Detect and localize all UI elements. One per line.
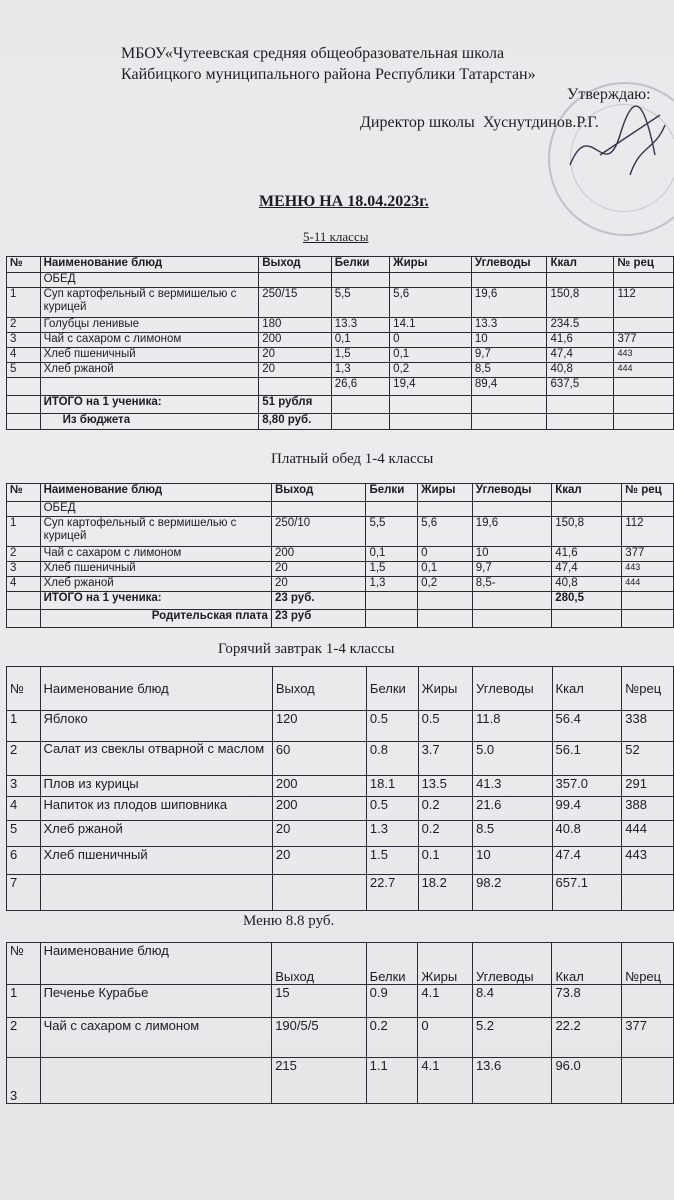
cell: 0.9 [366,985,418,1018]
cell: Салат из свеклы отварной с маслом [40,742,272,776]
cell: 9,7 [472,562,551,577]
table-menu-8-8 [6,942,674,1104]
cell: 0 [418,1018,473,1058]
school-name-line2: Кайбицкого муниципального района Республики Татарстан» [121,66,536,83]
cell: Хлеб ржаной [40,821,272,847]
cell: 41,6 [552,547,622,562]
menu-title: МЕНЮ НА 18.04.2023г. [259,193,429,210]
cell: 3.7 [418,742,473,776]
cell: 40.8 [552,821,622,847]
cell: 388 [622,797,674,821]
table-row [7,1018,674,1058]
table-5-11-lunch [6,256,674,430]
cell: Хлеб пшеничный [40,847,272,875]
cell: 96.0 [552,1058,622,1104]
approve-label: Утверждаю: [567,86,651,103]
header-cell: Углеводы [473,667,552,711]
cell [622,1058,674,1104]
cell: Чай с сахаром с лимоном [40,1018,272,1058]
header-cell: № [7,943,41,985]
cell: 444 [622,821,674,847]
cell: 8.4 [472,985,551,1018]
parent-pay-row [7,610,674,628]
cell: Хлеб ржаной [40,577,271,592]
cell: 0.8 [366,742,418,776]
cell: 250/15 [259,288,332,318]
totals-row [7,1058,674,1104]
header-cell: Жиры [390,257,472,273]
table-row [7,847,674,875]
cell: Печенье Курабье [40,985,272,1018]
cell: 657.1 [552,875,622,911]
cell: 1,3 [331,363,389,378]
section-label: ОБЕД [40,273,259,288]
cell: 4 [7,797,41,821]
cell: 2 [7,742,41,776]
cell: 13.3 [331,318,389,333]
cell: 5,5 [366,517,418,547]
cell: 1.1 [366,1058,418,1104]
cell: 20 [272,821,366,847]
cell: 1.5 [366,847,418,875]
director-signature [560,95,670,205]
cell: 1 [7,711,41,742]
header-cell: Выход [259,257,332,273]
cell: 444 [614,363,674,378]
itogo-label: ИТОГО на 1 ученика: [40,396,259,414]
table-row [7,363,674,378]
table1-caption: 5-11 классы [303,229,369,244]
cell: 73.8 [552,985,622,1018]
cell: 357.0 [552,776,622,797]
table-row [7,318,674,333]
cell: 234.5 [547,318,614,333]
cell: 2 [7,318,41,333]
cell: 3 [7,776,41,797]
cell: 0.2 [418,821,473,847]
header-cell: Белки [331,257,389,273]
cell: 41,6 [547,333,614,348]
header-cell: Наименование блюд [40,484,271,502]
total-cell: 637,5 [547,378,614,396]
table-row [7,517,674,547]
school-name-line1: МБОУ«Чутеевская средняя общеобразовательная школа [121,45,505,62]
cell: 0,1 [366,547,418,562]
total-cell: 89,4 [471,378,547,396]
cell: 1 [7,985,41,1018]
totals-row [7,378,674,396]
cell: 150,8 [552,517,622,547]
header-cell: № рец [622,484,674,502]
header-cell: №рец [622,667,674,711]
total-cell: 19,4 [390,378,472,396]
total-cell: 26,6 [331,378,389,396]
cell: Чай с сахаром с лимоном [40,333,259,348]
cell: 4 [7,577,41,592]
cell: 215 [272,1058,366,1104]
director-label: Директор школы [360,114,475,131]
table-row [7,776,674,797]
itogo-kcal: 280,5 [552,592,622,610]
cell: 11.8 [473,711,552,742]
header-cell: № [7,257,41,273]
cell: 377 [622,1018,674,1058]
cell: 443 [622,847,674,875]
cell: 180 [259,318,332,333]
cell: 0.5 [366,711,418,742]
cell: 443 [622,562,674,577]
header-cell: Белки [366,484,418,502]
cell [622,875,674,911]
cell: 1,3 [366,577,418,592]
cell: 2 [7,547,41,562]
cell: 8,5 [471,363,547,378]
cell: 0 [390,333,472,348]
cell: 8,5- [472,577,551,592]
cell: Суп картофельный с вермишелью с курицей [40,517,271,547]
header-cell: Ккал [547,257,614,273]
budget-label: Из бюджета [40,414,259,430]
header-cell: Жиры [418,943,473,985]
header-cell: Выход [272,943,366,985]
cell: 0,1 [418,562,473,577]
cell: 40,8 [547,363,614,378]
table-header-row [7,257,674,273]
cell: 6 [7,847,41,875]
section-label: ОБЕД [40,502,271,517]
cell: 444 [622,577,674,592]
cell: Яблоко [40,711,272,742]
cell: 338 [622,711,674,742]
cell: 291 [622,776,674,797]
cell: Хлеб пшеничный [40,348,259,363]
cell: 13.3 [471,318,547,333]
cell: 200 [271,547,366,562]
cell: 1 [7,517,41,547]
table4-caption: Меню 8.8 руб. [243,913,335,929]
table-row [7,288,674,318]
cell: 15 [272,985,366,1018]
cell: 4.1 [418,1058,473,1104]
cell: Хлеб пшеничный [40,562,271,577]
itogo-row [7,592,674,610]
budget-value: 8,80 руб. [259,414,332,430]
itogo-label: ИТОГО на 1 ученика: [40,592,271,610]
cell: 0.2 [418,797,473,821]
cell: 377 [614,333,674,348]
header-cell: Выход [272,667,366,711]
itogo-value: 23 руб. [271,592,366,610]
cell [622,985,674,1018]
cell: 20 [271,577,366,592]
cell: Суп картофельный с вермишелью с курицей [40,288,259,318]
cell: 443 [614,348,674,363]
parent-pay-value: 23 руб [271,610,366,628]
itogo-row [7,396,674,414]
header-cell: Углеводы [472,484,551,502]
cell: 377 [622,547,674,562]
cell: 0,2 [418,577,473,592]
cell: 21.6 [473,797,552,821]
header-cell: №рец [622,943,674,985]
cell: 20 [272,847,366,875]
cell: 0.1 [418,847,473,875]
cell: 2 [7,1018,41,1058]
table-row [7,711,674,742]
cell: 20 [271,562,366,577]
table-header-row [7,484,674,502]
cell: Напиток из плодов шиповника [40,797,272,821]
cell: 5.0 [473,742,552,776]
table-row [7,821,674,847]
cell: Чай с сахаром с лимоном [40,547,271,562]
cell: Хлеб ржаной [40,363,259,378]
cell: 200 [272,776,366,797]
parent-pay-label: Родительская плата [40,610,271,628]
cell: 5,6 [418,517,473,547]
cell: 5.2 [472,1018,551,1058]
cell: 250/10 [271,517,366,547]
cell: 112 [614,288,674,318]
header-cell: Ккал [552,667,622,711]
cell: 52 [622,742,674,776]
cell: 14.1 [390,318,472,333]
section-row [7,273,674,288]
cell [40,875,272,911]
cell: 60 [272,742,366,776]
cell: 3 [7,333,41,348]
cell: 4 [7,348,41,363]
cell: 10 [472,547,551,562]
cell: 20 [259,348,332,363]
section-row [7,502,674,517]
cell: 0.5 [418,711,473,742]
cell: 10 [473,847,552,875]
cell: 19,6 [472,517,551,547]
table-header-row [7,667,674,711]
table-row [7,742,674,776]
header-cell: Выход [271,484,366,502]
cell: 98.2 [473,875,552,911]
cell: 5,6 [390,288,472,318]
table-row [7,562,674,577]
table-row [7,577,674,592]
director-name: Хуснутдинов.Р.Г. [483,114,599,131]
cell: 0,1 [390,348,472,363]
cell: 0.5 [366,797,418,821]
cell: 18.1 [366,776,418,797]
cell: 200 [259,333,332,348]
cell: 5 [7,363,41,378]
header-cell: Ккал [552,943,622,985]
table-row [7,348,674,363]
cell: 112 [622,517,674,547]
header-cell: Белки [366,667,418,711]
cell: 120 [272,711,366,742]
header-cell: Жиры [418,484,473,502]
cell: 18.2 [418,875,473,911]
cell: 41.3 [473,776,552,797]
cell: 13.5 [418,776,473,797]
cell [272,875,366,911]
header-cell: Жиры [418,667,473,711]
cell: 4.1 [418,985,473,1018]
cell: 150,8 [547,288,614,318]
cell: Плов из курицы [40,776,272,797]
cell: 9,7 [471,348,547,363]
cell: 10 [471,333,547,348]
table3-caption: Горячий завтрак 1-4 классы [218,641,395,657]
budget-row [7,414,674,430]
cell: 56.1 [552,742,622,776]
cell: 5 [7,821,41,847]
cell: 3 [7,562,41,577]
header-cell: Белки [366,943,418,985]
header-cell: № [7,667,41,711]
cell: 0 [418,547,473,562]
cell: 40,8 [552,577,622,592]
cell: 5,5 [331,288,389,318]
header-cell: Наименование блюд [40,667,272,711]
cell: 20 [259,363,332,378]
table-row [7,985,674,1018]
cell: 190/5/5 [272,1018,366,1058]
cell [614,318,674,333]
cell: 1 [7,288,41,318]
table2-caption: Платный обед 1-4 классы [271,451,434,467]
header-cell: № [7,484,41,502]
cell: 7 [7,875,41,911]
cell: 22.7 [366,875,418,911]
header-cell: Ккал [552,484,622,502]
table-row [7,333,674,348]
cell: Голубцы ленивые [40,318,259,333]
table-row [7,547,674,562]
cell: 1.3 [366,821,418,847]
table-1-4-hot-breakfast [6,666,674,911]
table-1-4-paid-lunch [6,483,674,628]
cell: 0.2 [366,1018,418,1058]
itogo-value: 51 рубля [259,396,332,414]
cell: 1,5 [331,348,389,363]
table-row [7,797,674,821]
cell: 13.6 [472,1058,551,1104]
cell: 22.2 [552,1018,622,1058]
header-cell: № рец [614,257,674,273]
cell: 99.4 [552,797,622,821]
header-cell: Углеводы [471,257,547,273]
cell: 47.4 [552,847,622,875]
cell: 19,6 [471,288,547,318]
header-cell: Наименование блюд [40,257,259,273]
header-cell: Углеводы [472,943,551,985]
totals-row [7,875,674,911]
table-header-row [7,943,674,985]
cell: 3 [7,1058,41,1104]
cell: 8.5 [473,821,552,847]
cell: 56.4 [552,711,622,742]
cell: 0,2 [390,363,472,378]
cell: 0,1 [331,333,389,348]
cell: 200 [272,797,366,821]
header-cell: Наименование блюд [40,943,272,985]
cell: 47,4 [552,562,622,577]
cell: 47,4 [547,348,614,363]
cell: 1,5 [366,562,418,577]
cell [40,1058,272,1104]
